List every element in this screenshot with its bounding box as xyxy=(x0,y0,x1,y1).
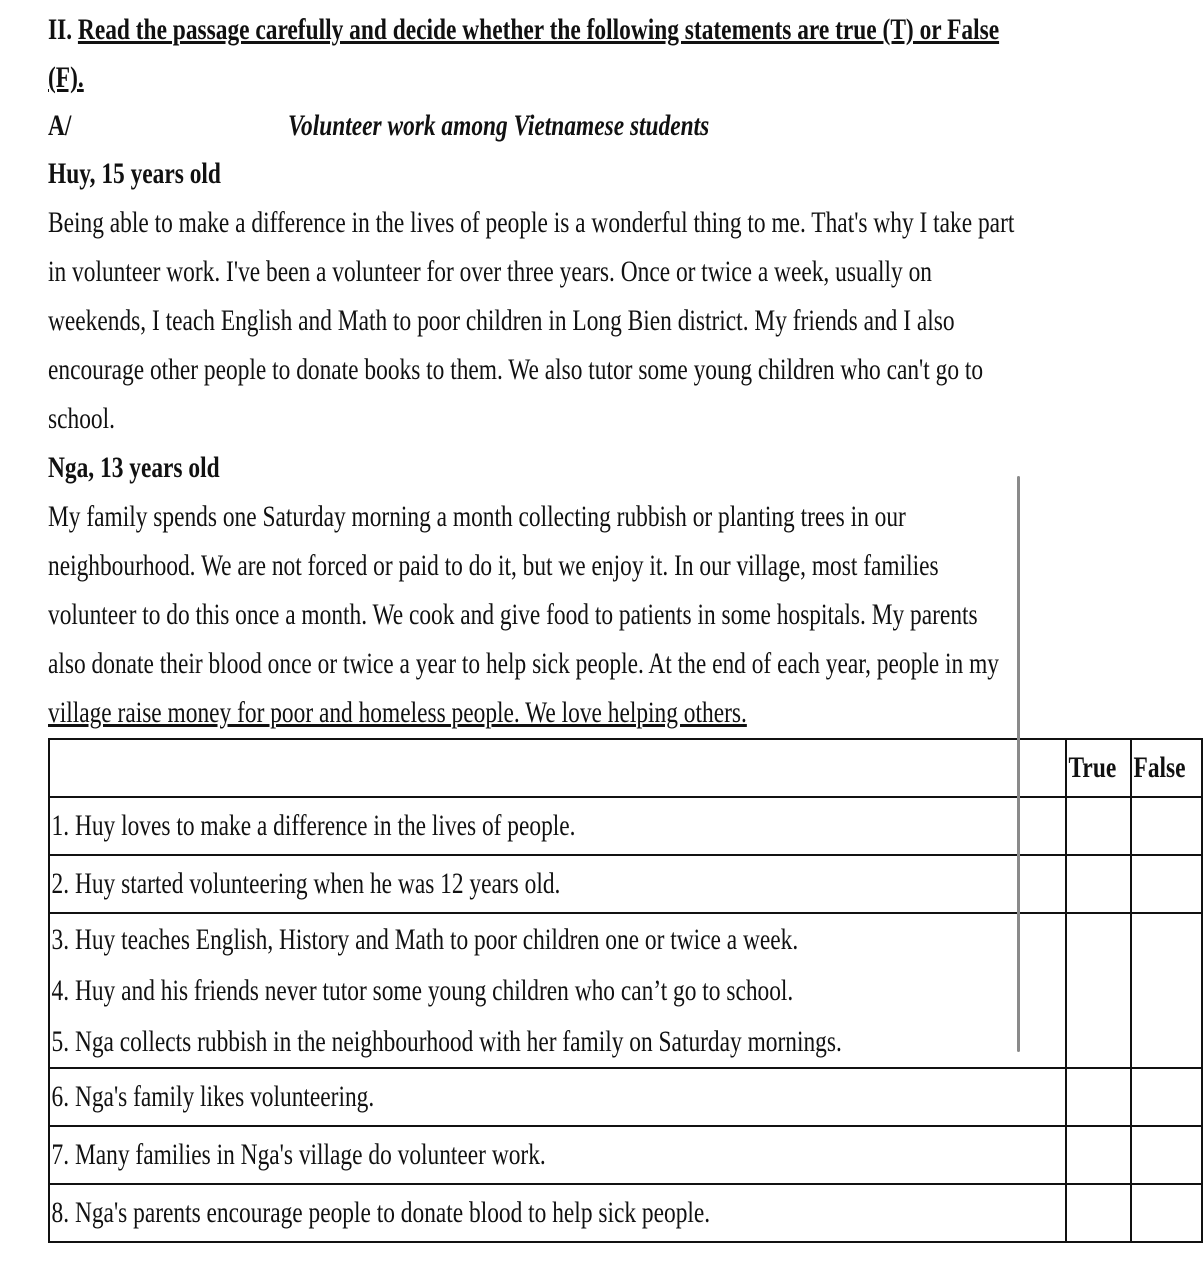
table-row xyxy=(49,797,1202,855)
nga-line-1: My family spends one Saturday morning a month collecting rubbish or planting trees in our xyxy=(48,500,906,533)
huy-name-heading: Huy, 15 years old xyxy=(48,157,221,190)
passage-title: Volunteer work among Vietnamese students xyxy=(288,109,710,142)
answer-true-6[interactable] xyxy=(1066,1068,1131,1126)
header-false: False xyxy=(1133,751,1186,784)
true-false-table xyxy=(48,738,1203,1243)
header-true-cell xyxy=(1066,739,1131,797)
answer-false-3-5[interactable] xyxy=(1131,913,1202,1068)
huy-line-3: weekends, I teach English and Math to poor children in Long Bien district. My friends and I also xyxy=(48,304,955,337)
statement-4: 4. Huy and his friends never tutor some young children who can’t go to school. xyxy=(51,974,794,1007)
statement-5: 5. Nga collects rubbish in the neighbourhood with her family on Saturday mornings. xyxy=(51,1025,842,1058)
nga-name-heading: Nga, 13 years old xyxy=(48,451,220,484)
instruction-text-line1: Read the passage carefully and decide whether the following statements are true (T) or False xyxy=(77,13,1000,46)
nga-line-3: volunteer to do this once a month. We cook and give food to patients in some hospitals. My parents xyxy=(48,598,978,631)
huy-line-4: encourage other people to donate books to them. We also tutor some young children who can't go to xyxy=(48,353,984,386)
header-empty-cell xyxy=(49,739,1066,797)
answer-false-8[interactable] xyxy=(1131,1184,1202,1242)
answer-false-6[interactable] xyxy=(1131,1068,1202,1126)
instruction-text-line2: (F). xyxy=(48,61,84,94)
table-header-row xyxy=(49,739,1202,797)
statement-6: 6. Nga's family likes volunteering. xyxy=(51,1080,375,1113)
table-row xyxy=(49,855,1202,913)
header-true: True xyxy=(1068,751,1117,784)
table-row xyxy=(49,1068,1202,1126)
huy-line-2: in volunteer work. I've been a volunteer for over three years. Once or twice a week, usually on xyxy=(48,255,932,288)
nga-line-5: village raise money for poor and homeless people. We love helping others. xyxy=(48,696,747,729)
answer-true-8[interactable] xyxy=(1066,1184,1131,1242)
scrollbar[interactable] xyxy=(1017,476,1020,1052)
instruction-number: II. xyxy=(48,13,73,46)
huy-line-5: school. xyxy=(48,402,115,435)
section-label: A/ xyxy=(48,109,72,142)
answer-false-1[interactable] xyxy=(1131,797,1202,855)
exercise-instruction xyxy=(48,6,1000,102)
answer-true-3-5[interactable] xyxy=(1066,913,1131,1068)
answer-true-1[interactable] xyxy=(1066,797,1131,855)
statement-8: 8. Nga's parents encourage people to donate blood to help sick people. xyxy=(51,1196,711,1229)
statement-7: 7. Many families in Nga's village do volunteer work. xyxy=(51,1138,546,1171)
answer-false-7[interactable] xyxy=(1131,1126,1202,1184)
table-row xyxy=(49,1126,1202,1184)
table-row xyxy=(49,1184,1202,1242)
nga-line-4: also donate their blood once or twice a year to help sick people. At the end of each year, people in my xyxy=(48,647,999,680)
nga-line-2: neighbourhood. We are not forced or paid to do it, but we enjoy it. In our village, most families xyxy=(48,549,939,582)
answer-false-2[interactable] xyxy=(1131,855,1202,913)
statement-2: 2. Huy started volunteering when he was 12 years old. xyxy=(51,867,561,900)
table-row xyxy=(49,913,1202,1068)
answer-true-2[interactable] xyxy=(1066,855,1131,913)
answer-true-7[interactable] xyxy=(1066,1126,1131,1184)
statement-1: 1. Huy loves to make a difference in the lives of people. xyxy=(51,809,576,842)
header-false-cell xyxy=(1131,739,1202,797)
huy-line-1: Being able to make a difference in the lives of people is a wonderful thing to me. That's why I take part xyxy=(48,206,1015,239)
statement-3: 3. Huy teaches English, History and Math to poor children one or twice a week. xyxy=(51,923,799,956)
